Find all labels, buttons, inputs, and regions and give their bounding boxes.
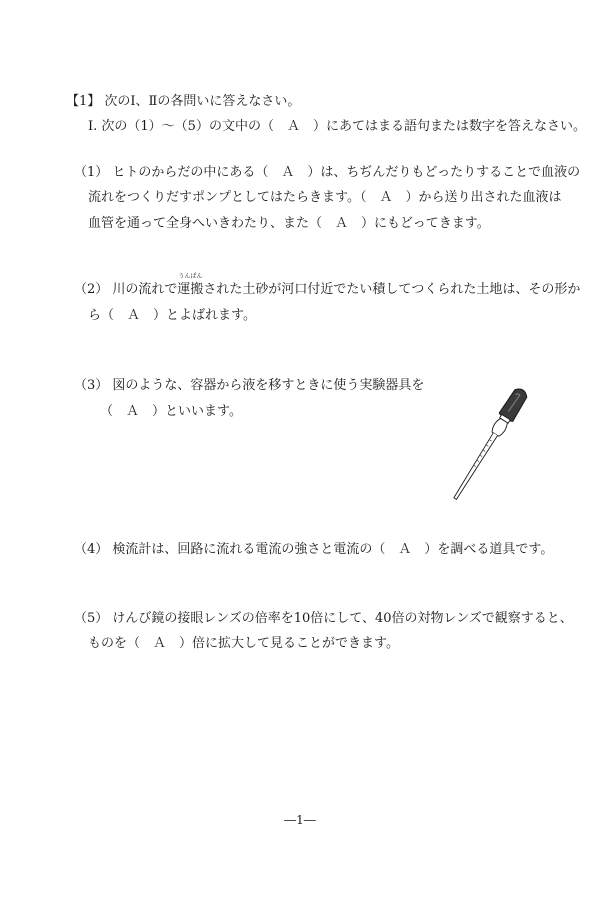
question-2-line-2: ら（ Ａ ）とよばれます。: [88, 308, 256, 323]
question-4-line-1: （4） 検流計は、回路に流れる電流の強さと電流の（ Ａ ）を調べる道具です。: [74, 542, 554, 557]
instruction-text: Ⅰ. 次の（1）～（5）の文中の（ Ａ ）にあてはまる語句または数字を答えなさい。: [88, 119, 586, 134]
question-2-text-after: された土砂が河口付近でたい積してつくられた土地は、その形か: [203, 282, 581, 297]
question-1-line-2: 流れをつくりだすポンプとしてはたらきます。（ Ａ ）から送り出された血液は: [88, 190, 562, 205]
dropper-pipette-illustration: [438, 378, 538, 514]
ruby-reading: うんぱん: [178, 273, 203, 280]
question-2-line-1: [74, 273, 581, 298]
question-1-line-1: （1） ヒトのからだの中にある（ Ａ ）は、ちぢんだりもどったりすることで血液の: [74, 165, 581, 180]
question-1-line-3: 血管を通って全身へいきわたり、また（ Ａ ）にもどってきます。: [88, 216, 490, 231]
question-5-line-2: ものを（ Ａ ）倍に拡大して見ることができます。: [88, 636, 399, 651]
page-number: ―1―: [284, 813, 316, 827]
question-3-line-2: （ Ａ ）といいます。: [100, 404, 242, 419]
question-5-line-1: （5） けんび鏡の接眼レンズの倍率を10倍にして、40倍の対物レンズで観察すると、: [74, 611, 573, 626]
question-3-line-1: （3） 図のような、容器から液を移すときに使う実験器具を: [74, 378, 425, 393]
ruby-word: [177, 273, 204, 298]
section-header: 【1】 次のⅠ、Ⅱの各問いに答えなさい。: [66, 94, 301, 109]
ruby-base: 運搬: [177, 282, 204, 297]
question-2-text-before: （2） 川の流れで: [74, 282, 178, 297]
